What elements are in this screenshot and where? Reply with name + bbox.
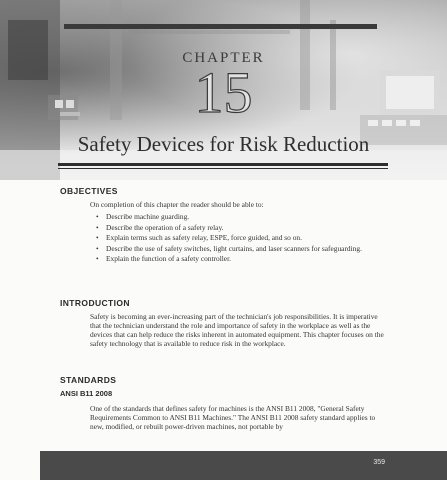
bullet-icon: • <box>96 254 99 263</box>
title-rule <box>58 163 388 166</box>
list-item <box>96 233 376 242</box>
standards-subheading: ANSI B11 2008 <box>60 389 113 398</box>
list-item <box>96 223 376 232</box>
footer-bar <box>40 451 447 480</box>
chapter-number: 15 <box>194 60 253 125</box>
standards-text: One of the standards that defines safety for machines is the ANSI B11 2008, "General Safety Requirements Common to ANSI B11 Machines." The ANSI B11 2008 safety standard applies to new, modified, or rebuilt power-driven machines, not portable by <box>90 404 376 431</box>
objective-text: Explain the function of a safety controller. <box>106 254 231 263</box>
bullet-icon: • <box>96 243 99 253</box>
bullet-icon: • <box>96 233 99 242</box>
chapter-header-photo <box>0 0 447 180</box>
objective-text: Describe the operation of a safety relay. <box>106 222 224 232</box>
introduction-text: Safety is becoming an ever-increasing part of the technician's job responsibilities. It is imperative that the technician understand the role and importance of safety in the workplace as well as the devices that can help reduce the risks inherent in automated equipment. This chapter focuses on the safety technology that is available to reduce risk in the workplace. <box>90 312 384 348</box>
objective-text: Describe the use of safety switches, light curtains, and laser scanners for safeguarding. <box>106 243 362 253</box>
bullet-icon: • <box>96 222 99 232</box>
bullet-icon: • <box>96 212 99 221</box>
list-item <box>96 212 376 221</box>
chapter-title: Safety Devices for Risk Reduction <box>77 132 370 156</box>
objective-text: Describe machine guarding. <box>106 212 190 221</box>
list-item <box>96 244 376 253</box>
objectives-heading: OBJECTIVES <box>60 186 118 196</box>
chapter-label: CHAPTER <box>182 50 265 66</box>
page-number: 359 <box>373 459 385 466</box>
objectives-intro: On completion of this chapter the reader should be able to: <box>90 200 264 209</box>
objectives-list <box>96 212 376 265</box>
standards-heading: STANDARDS <box>60 375 117 385</box>
header-top-rule <box>64 24 377 29</box>
objective-text: Explain terms such as safety relay, ESPE, force guided, and so on. <box>106 233 302 242</box>
title-rule-thin <box>58 168 388 169</box>
list-item <box>96 254 376 263</box>
introduction-heading: INTRODUCTION <box>60 298 130 308</box>
